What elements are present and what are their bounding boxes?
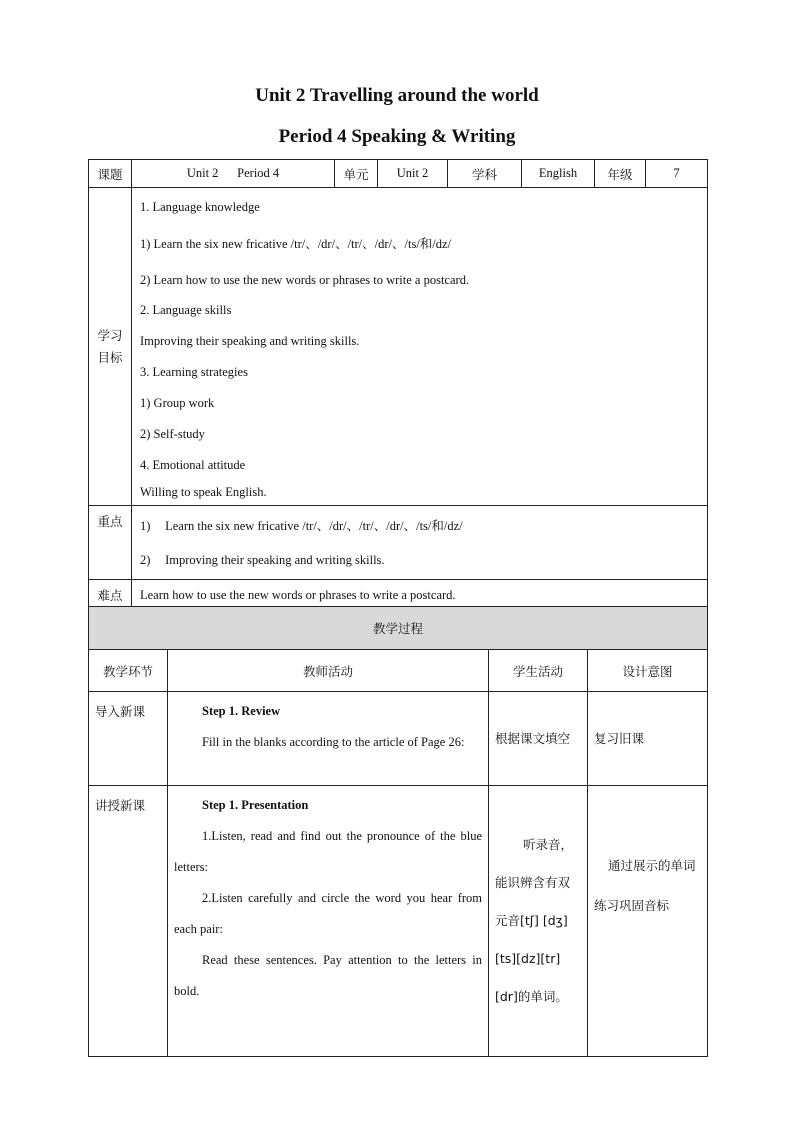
topic-value: Unit 2 Period 4	[132, 160, 335, 188]
key-points	[132, 506, 708, 580]
unit-label: 单元	[335, 160, 378, 188]
teacher-activity	[168, 692, 489, 786]
student-activity: 听录音，能识辨含有双元音[tʃ] [dʒ] [ts][dz][tr][dr]的单词。	[489, 786, 588, 1057]
key-point-item: 2) Improving their speaking and writing skills.	[140, 552, 385, 567]
step-line: Fill in the blanks according to the article of Page 26:	[202, 735, 465, 749]
goal-line: 2) Learn how to use the new words or phrases to write a postcard.	[140, 273, 470, 287]
step-title: Step 1. Presentation	[202, 798, 309, 812]
col-design: 设计意图	[588, 650, 708, 692]
teacher-activity	[168, 786, 489, 1057]
stage-cell: 导入新课	[89, 692, 168, 786]
goal-line: 1. Language knowledge	[140, 200, 260, 214]
goal-line: 3. Learning strategies	[140, 365, 248, 379]
step-line: Read these sentences. Pay attention to the letters in bold.	[174, 953, 482, 998]
design-intent: 复习旧课	[588, 692, 708, 786]
key-points-label: 重点	[89, 506, 132, 580]
difficult-label: 难点	[89, 580, 132, 611]
subject-value: English	[522, 160, 595, 188]
col-teacher: 教师活动	[168, 650, 489, 692]
difficult-point: Learn how to use the new words or phrases to write a postcard.	[132, 580, 708, 611]
goal-line: 1) Learn the six new fricative /tr/、/dr/、/tr/、/dr/、/ts/和/dz/	[140, 237, 452, 251]
document-subtitle: Period 4 Speaking & Writing	[278, 126, 516, 147]
stage-cell: 讲授新课	[89, 786, 168, 1057]
goals-label: 学习 目标	[89, 188, 132, 506]
unit-value: Unit 2	[378, 160, 448, 188]
goal-line: Willing to speak English.	[140, 485, 267, 499]
process-header: 教学过程	[89, 607, 708, 650]
key-point-item: 1) Learn the six new fricative /tr/、/dr/、/tr/、/dr/、/ts/和/dz/	[140, 518, 463, 533]
design-intent: 通过展示的单词练习巩固音标	[588, 786, 708, 1057]
document-title: Unit 2 Travelling around the world	[255, 85, 539, 106]
lesson-info-table	[88, 159, 708, 611]
grade-value: 7	[646, 160, 708, 188]
subject-label: 学科	[448, 160, 522, 188]
step-title: Step 1. Review	[202, 704, 281, 718]
goal-line: 1) Group work	[140, 396, 215, 410]
goal-line: Improving their speaking and writing skills.	[140, 334, 360, 348]
table-row	[89, 786, 708, 1057]
learning-goals	[132, 188, 708, 506]
goal-line: 4. Emotional attitude	[140, 458, 246, 472]
student-activity: 根据课文填空	[489, 692, 588, 786]
col-stage: 教学环节	[89, 650, 168, 692]
table-row	[89, 692, 708, 786]
step-line: 1.Listen, read and find out the pronounce of the blue letters:	[174, 829, 482, 874]
col-student: 学生活动	[489, 650, 588, 692]
topic-label: 课题	[89, 160, 132, 188]
grade-label: 年级	[595, 160, 646, 188]
step-line: 2.Listen carefully and circle the word you hear from each pair:	[174, 891, 482, 936]
goal-line: 2) Self-study	[140, 427, 205, 441]
goal-line: 2. Language skills	[140, 303, 232, 317]
teaching-process-table	[88, 606, 708, 1057]
